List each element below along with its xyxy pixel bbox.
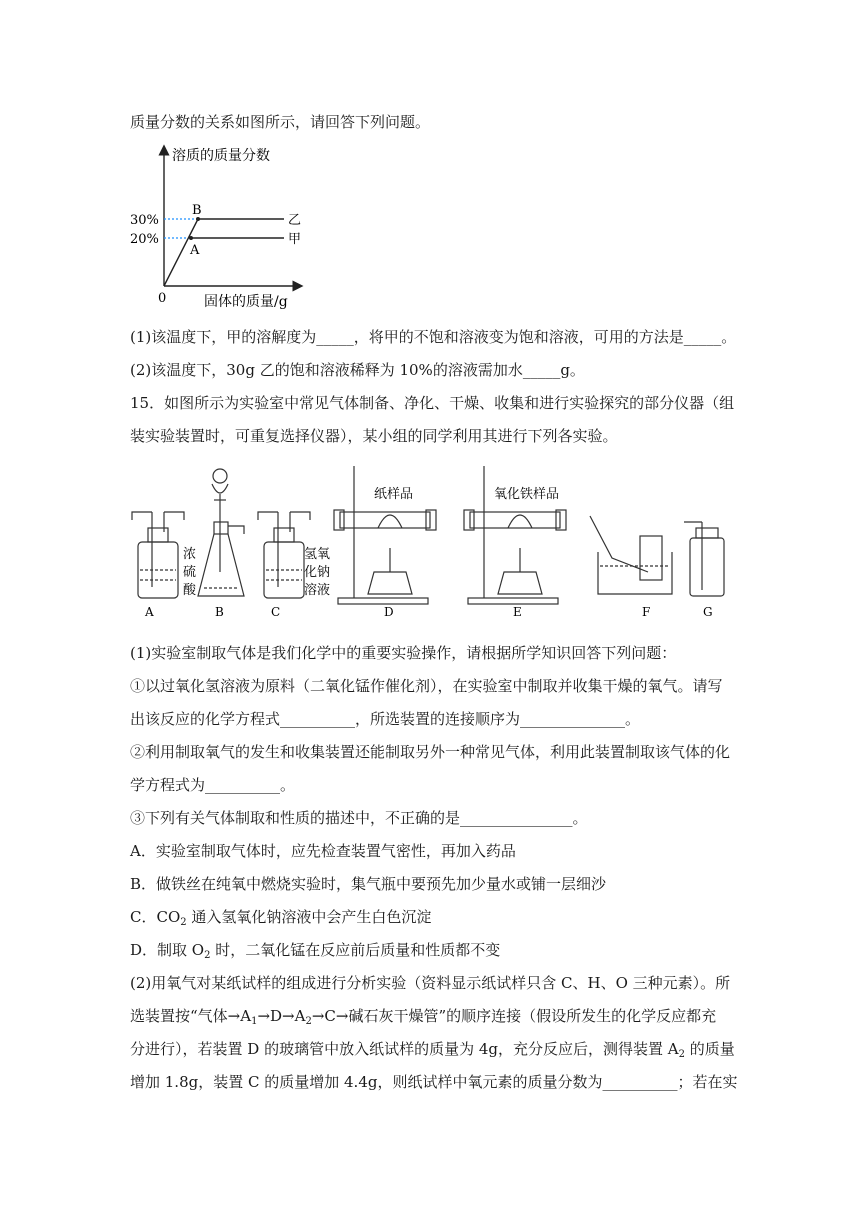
apparatus-a (132, 512, 184, 598)
option-b: B．做铁丝在纯氧中燃烧实验时，集气瓶中要预先加少量水或铺一层细沙 (130, 875, 607, 893)
option-a: A．实验室制取气体时，应先检查装置气密性，再加入药品 (130, 842, 516, 860)
q14-part1: (1)该温度下，甲的溶解度为_____，将甲的不饱和溶液变为饱和溶液，可用的方法是_____。 (130, 328, 737, 346)
option-c: C．$CO_2$ 通入氢氧化钠溶液中会产生白色沉淀 (130, 908, 432, 928)
apparatus-f-label: F (642, 605, 651, 619)
q14-part2: (2)该温度下，30g 乙的饱和溶液稀释为 10%的溶液需加水_____g。 (130, 361, 585, 379)
apparatus-figure (128, 462, 728, 622)
q15-item2-line2: 学方程式为__________。 (130, 776, 296, 794)
y-axis-label: 溶质的质量分数 (172, 148, 270, 164)
apparatus-c-label: C (271, 605, 281, 619)
paper-sample-label: 纸样品 (374, 487, 414, 502)
apparatus-c (258, 512, 310, 598)
naoh-label-2: 化钠 (304, 565, 331, 580)
q15-item1-line1: ①以过氧化氢溶液为原料（二氧化锰作催化剂），在实验室中制取并收集干燥的氧气。请写 (130, 677, 723, 695)
acid-label-1: 浓 (183, 547, 197, 562)
q15-part2-line4: 增加 1.8g，装置 C 的质量增加 4.4g，则纸试样中氧元素的质量分数为__________；若在实 (130, 1073, 738, 1091)
y-tick-30: 30% (130, 213, 159, 228)
iron-oxide-label: 氧化铁样品 (494, 487, 560, 502)
q15-item1-line2: 出该反应的化学方程式__________，所选装置的连接顺序为______________。 (130, 710, 641, 728)
acid-label-2: 硫 (183, 565, 197, 580)
apparatus-d-label: D (384, 605, 394, 619)
apparatus-g (684, 522, 724, 596)
origin-label: 0 (158, 291, 167, 306)
q15-part2-line1: (2)用氧气对某纸试样的组成进行分析实验（资料显示纸试样只含 C、H、O 三种元素）。所 (130, 974, 731, 992)
point-a (189, 236, 193, 240)
intro-text: 质量分数的关系如图所示，请回答下列问题。 (130, 113, 431, 131)
apparatus-g-label: G (703, 605, 713, 619)
apparatus-a-label: A (145, 605, 154, 619)
naoh-label-1: 氢氧 (304, 547, 331, 562)
point-a-label: A (190, 243, 200, 258)
series-jia-label: 甲 (288, 232, 302, 247)
point-b-label: B (192, 203, 202, 218)
option-d: D．制取 $O_2$ 时，二氧化锰在反应前后质量和性质都不变 (130, 941, 501, 961)
apparatus-b-label: B (215, 605, 224, 619)
mass-fraction-chart (120, 140, 320, 312)
q15-stem-line1: 15．如图所示为实验室中常见气体制备、净化、干燥、收集和进行实验探究的部分仪器（组 (130, 394, 735, 412)
apparatus-f (590, 516, 672, 594)
q15-part2-line2: 选装置按“气体$\to A_1\to D\to A_2\to C\to$碱石灰干燥管”的顺序连接（假设所发生的化学反应都充 (130, 1007, 717, 1027)
x-axis-label: 固体的质量/g (204, 294, 288, 310)
q15-part1-intro: (1)实验室制取气体是我们化学中的重要实验操作，请根据所学知识回答下列问题： (130, 644, 677, 662)
y-tick-20: 20% (130, 232, 159, 247)
q15-item2-line1: ②利用制取氧气的发生和收集装置还能制取另外一种常见气体，利用此装置制取该气体的化 (130, 743, 731, 761)
q15-item3: ③下列有关气体制取和性质的描述中，不正确的是_______________。 (130, 809, 588, 827)
apparatus-e-label: E (513, 605, 522, 619)
acid-label-3: 酸 (183, 583, 197, 598)
series-yi-label: 乙 (288, 213, 302, 228)
apparatus-b (198, 469, 244, 596)
series-yi-line (164, 219, 284, 286)
q15-part2-line3: 分进行），若装置 D 的玻璃管中放入纸试样的质量为 4g，充分反应后，测得装置 $A_2$ 的质量 (130, 1040, 735, 1060)
q15-stem-line2: 装实验装置时，可重复选择仪器），某小组的同学利用其进行下列各实验。 (130, 427, 618, 445)
naoh-label-3: 溶液 (304, 583, 331, 598)
